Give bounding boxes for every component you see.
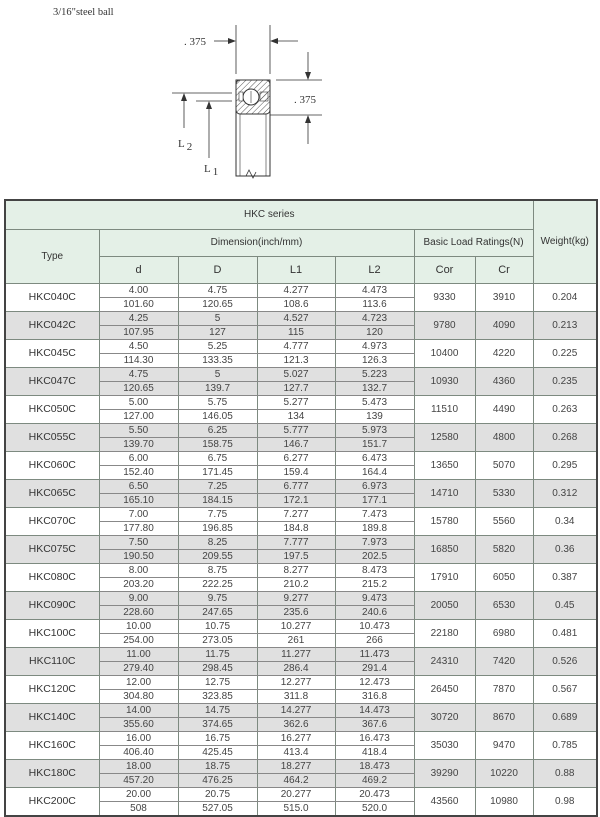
inch-L2-cell: 4.973 (335, 339, 414, 353)
type-cell: HKC080C (5, 563, 99, 591)
mm-L1-cell: 362.6 (257, 717, 335, 731)
mm-L1-cell: 184.8 (257, 521, 335, 535)
col-header-cr: Cr (475, 256, 533, 283)
inch-D-cell: 8.75 (178, 563, 257, 577)
cor-cell: 10930 (414, 367, 475, 395)
cor-cell: 13650 (414, 451, 475, 479)
inch-d-cell: 5.00 (99, 395, 178, 409)
width-dimension-label: . 375 (184, 36, 206, 48)
type-cell: HKC040C (5, 283, 99, 311)
weight-cell: 0.481 (533, 619, 597, 647)
weight-cell: 0.36 (533, 535, 597, 563)
mm-L2-cell: 367.6 (335, 717, 414, 731)
hkc-series-spec-table (4, 199, 598, 817)
mm-d-cell: 279.40 (99, 661, 178, 675)
inch-D-cell: 20.75 (178, 787, 257, 801)
table-row (5, 563, 597, 577)
weight-cell: 0.88 (533, 759, 597, 787)
inch-L1-cell: 5.277 (257, 395, 335, 409)
weight-cell: 0.567 (533, 675, 597, 703)
mm-L1-cell: 159.4 (257, 465, 335, 479)
mm-D-cell: 196.85 (178, 521, 257, 535)
mm-D-cell: 298.45 (178, 661, 257, 675)
mm-L2-cell: 126.3 (335, 353, 414, 367)
inch-L1-cell: 11.277 (257, 647, 335, 661)
inch-L1-cell: 9.277 (257, 591, 335, 605)
mm-L1-cell: 172.1 (257, 493, 335, 507)
cor-cell: 11510 (414, 395, 475, 423)
inch-d-cell: 8.00 (99, 563, 178, 577)
mm-d-cell: 254.00 (99, 633, 178, 647)
mm-L2-cell: 291.4 (335, 661, 414, 675)
mm-D-cell: 273.05 (178, 633, 257, 647)
steel-ball-caption: 3/16"steel ball (53, 7, 114, 18)
type-cell: HKC200C (5, 787, 99, 816)
weight-cell: 0.213 (533, 311, 597, 339)
mm-L1-cell: 311.8 (257, 689, 335, 703)
type-cell: HKC045C (5, 339, 99, 367)
mm-D-cell: 323.85 (178, 689, 257, 703)
mm-d-cell: 139.70 (99, 437, 178, 451)
inch-L1-cell: 14.277 (257, 703, 335, 717)
inch-D-cell: 7.25 (178, 479, 257, 493)
weight-cell: 0.689 (533, 703, 597, 731)
type-cell: HKC070C (5, 507, 99, 535)
mm-d-cell: 127.00 (99, 409, 178, 423)
weight-cell: 0.268 (533, 423, 597, 451)
mm-D-cell: 139.7 (178, 381, 257, 395)
cr-cell: 8670 (475, 703, 533, 731)
col-header-L1: L1 (257, 256, 335, 283)
inch-L2-cell: 9.473 (335, 591, 414, 605)
inch-L2-cell: 10.473 (335, 619, 414, 633)
inch-L2-cell: 8.473 (335, 563, 414, 577)
table-row (5, 479, 597, 493)
mm-d-cell: 107.95 (99, 325, 178, 339)
inch-L1-cell: 7.777 (257, 535, 335, 549)
cr-cell: 4800 (475, 423, 533, 451)
cr-cell: 10220 (475, 759, 533, 787)
inch-D-cell: 8.25 (178, 535, 257, 549)
inch-D-cell: 5.75 (178, 395, 257, 409)
inch-D-cell: 6.75 (178, 451, 257, 465)
cor-cell: 22180 (414, 619, 475, 647)
mm-L2-cell: 189.8 (335, 521, 414, 535)
table-row (5, 283, 597, 297)
mm-d-cell: 508 (99, 801, 178, 816)
inch-D-cell: 12.75 (178, 675, 257, 689)
mm-L1-cell: 197.5 (257, 549, 335, 563)
col-header-cor: Cor (414, 256, 475, 283)
table-row (5, 731, 597, 745)
mm-L1-cell: 515.0 (257, 801, 335, 816)
inch-d-cell: 16.00 (99, 731, 178, 745)
inch-L1-cell: 6.277 (257, 451, 335, 465)
cor-cell: 16850 (414, 535, 475, 563)
weight-cell: 0.45 (533, 591, 597, 619)
mm-D-cell: 247.65 (178, 605, 257, 619)
inch-d-cell: 4.25 (99, 311, 178, 325)
load-ratings-header: Basic Load Ratings(N) (414, 229, 533, 256)
mm-d-cell: 457.20 (99, 773, 178, 787)
mm-d-cell: 114.30 (99, 353, 178, 367)
series-title: HKC series (5, 200, 533, 229)
type-cell: HKC160C (5, 731, 99, 759)
mm-d-cell: 101.60 (99, 297, 178, 311)
cor-cell: 35030 (414, 731, 475, 759)
inch-d-cell: 7.50 (99, 535, 178, 549)
weight-cell: 0.312 (533, 479, 597, 507)
inch-d-cell: 4.75 (99, 367, 178, 381)
inch-L1-cell: 4.777 (257, 339, 335, 353)
inch-L1-cell: 5.027 (257, 367, 335, 381)
type-cell: HKC075C (5, 535, 99, 563)
mm-L1-cell: 146.7 (257, 437, 335, 451)
table-row (5, 787, 597, 801)
cr-cell: 4090 (475, 311, 533, 339)
table-row (5, 591, 597, 605)
inch-L2-cell: 5.473 (335, 395, 414, 409)
cr-cell: 5560 (475, 507, 533, 535)
mm-L2-cell: 266 (335, 633, 414, 647)
cor-cell: 9780 (414, 311, 475, 339)
table-row (5, 451, 597, 465)
col-header-d: d (99, 256, 178, 283)
cr-cell: 6050 (475, 563, 533, 591)
inch-L2-cell: 14.473 (335, 703, 414, 717)
inch-D-cell: 16.75 (178, 731, 257, 745)
table-row (5, 395, 597, 409)
cr-cell: 6980 (475, 619, 533, 647)
inch-L1-cell: 18.277 (257, 759, 335, 773)
cor-cell: 10400 (414, 339, 475, 367)
cor-cell: 24310 (414, 647, 475, 675)
mm-L2-cell: 151.7 (335, 437, 414, 451)
mm-d-cell: 203.20 (99, 577, 178, 591)
inch-L1-cell: 12.277 (257, 675, 335, 689)
inch-L2-cell: 7.473 (335, 507, 414, 521)
mm-L1-cell: 464.2 (257, 773, 335, 787)
mm-D-cell: 222.25 (178, 577, 257, 591)
inch-L2-cell: 12.473 (335, 675, 414, 689)
inch-d-cell: 6.00 (99, 451, 178, 465)
mm-d-cell: 355.60 (99, 717, 178, 731)
weight-cell: 0.98 (533, 787, 597, 816)
table-row (5, 675, 597, 689)
inch-L1-cell: 16.277 (257, 731, 335, 745)
weight-header: Weight(kg) (533, 200, 597, 283)
mm-d-cell: 120.65 (99, 381, 178, 395)
mm-d-cell: 406.40 (99, 745, 178, 759)
table-row (5, 703, 597, 717)
mm-L2-cell: 520.0 (335, 801, 414, 816)
inch-d-cell: 11.00 (99, 647, 178, 661)
inch-L2-cell: 5.223 (335, 367, 414, 381)
mm-D-cell: 133.35 (178, 353, 257, 367)
mm-L2-cell: 113.6 (335, 297, 414, 311)
inch-L1-cell: 5.777 (257, 423, 335, 437)
weight-cell: 0.295 (533, 451, 597, 479)
mm-D-cell: 184.15 (178, 493, 257, 507)
table-row (5, 647, 597, 661)
cor-cell: 15780 (414, 507, 475, 535)
type-cell: HKC140C (5, 703, 99, 731)
inch-L1-cell: 6.777 (257, 479, 335, 493)
type-cell: HKC042C (5, 311, 99, 339)
col-header-D: D (178, 256, 257, 283)
cr-cell: 4490 (475, 395, 533, 423)
cor-cell: 30720 (414, 703, 475, 731)
col-header-L2: L2 (335, 256, 414, 283)
mm-D-cell: 425.45 (178, 745, 257, 759)
inch-d-cell: 9.00 (99, 591, 178, 605)
inch-d-cell: 10.00 (99, 619, 178, 633)
inch-L2-cell: 4.723 (335, 311, 414, 325)
inch-L2-cell: 5.973 (335, 423, 414, 437)
cor-cell: 39290 (414, 759, 475, 787)
inch-L2-cell: 18.473 (335, 759, 414, 773)
inch-d-cell: 4.00 (99, 283, 178, 297)
cor-cell: 9330 (414, 283, 475, 311)
weight-cell: 0.225 (533, 339, 597, 367)
inch-L1-cell: 4.527 (257, 311, 335, 325)
table-row (5, 367, 597, 381)
inch-L2-cell: 4.473 (335, 283, 414, 297)
mm-L2-cell: 469.2 (335, 773, 414, 787)
inch-D-cell: 11.75 (178, 647, 257, 661)
mm-D-cell: 374.65 (178, 717, 257, 731)
inch-L1-cell: 4.277 (257, 283, 335, 297)
type-cell: HKC055C (5, 423, 99, 451)
inch-d-cell: 5.50 (99, 423, 178, 437)
table-row (5, 759, 597, 773)
cr-cell: 4360 (475, 367, 533, 395)
inch-L2-cell: 11.473 (335, 647, 414, 661)
type-cell: HKC060C (5, 451, 99, 479)
type-cell: HKC180C (5, 759, 99, 787)
table-row (5, 423, 597, 437)
weight-cell: 0.387 (533, 563, 597, 591)
mm-L2-cell: 215.2 (335, 577, 414, 591)
cr-cell: 5070 (475, 451, 533, 479)
weight-cell: 0.204 (533, 283, 597, 311)
inch-D-cell: 9.75 (178, 591, 257, 605)
table-row (5, 535, 597, 549)
l2-label: L 2 (178, 138, 193, 153)
inch-L2-cell: 7.973 (335, 535, 414, 549)
mm-D-cell: 127 (178, 325, 257, 339)
mm-d-cell: 190.50 (99, 549, 178, 563)
mm-D-cell: 158.75 (178, 437, 257, 451)
mm-L2-cell: 418.4 (335, 745, 414, 759)
mm-L1-cell: 286.4 (257, 661, 335, 675)
mm-L2-cell: 177.1 (335, 493, 414, 507)
mm-L2-cell: 139 (335, 409, 414, 423)
mm-L1-cell: 108.6 (257, 297, 335, 311)
cr-cell: 7870 (475, 675, 533, 703)
inch-d-cell: 14.00 (99, 703, 178, 717)
mm-d-cell: 152.40 (99, 465, 178, 479)
mm-L1-cell: 413.4 (257, 745, 335, 759)
mm-D-cell: 120.65 (178, 297, 257, 311)
mm-D-cell: 476.25 (178, 773, 257, 787)
cr-cell: 7420 (475, 647, 533, 675)
table-row (5, 339, 597, 353)
mm-L1-cell: 210.2 (257, 577, 335, 591)
cr-cell: 6530 (475, 591, 533, 619)
inch-D-cell: 6.25 (178, 423, 257, 437)
inch-D-cell: 14.75 (178, 703, 257, 717)
type-cell: HKC065C (5, 479, 99, 507)
mm-L2-cell: 164.4 (335, 465, 414, 479)
l1-label: L 1 (204, 163, 219, 178)
inch-D-cell: 5 (178, 311, 257, 325)
inch-D-cell: 4.75 (178, 283, 257, 297)
mm-L2-cell: 120 (335, 325, 414, 339)
inch-d-cell: 12.00 (99, 675, 178, 689)
mm-L1-cell: 134 (257, 409, 335, 423)
mm-L2-cell: 202.5 (335, 549, 414, 563)
table-row (5, 311, 597, 325)
table-row (5, 619, 597, 633)
inch-d-cell: 7.00 (99, 507, 178, 521)
inch-D-cell: 7.75 (178, 507, 257, 521)
height-dimension-label: . 375 (294, 94, 316, 106)
table-row (5, 507, 597, 521)
inch-L2-cell: 6.473 (335, 451, 414, 465)
inch-D-cell: 5.25 (178, 339, 257, 353)
cor-cell: 26450 (414, 675, 475, 703)
mm-L1-cell: 121.3 (257, 353, 335, 367)
type-cell: HKC090C (5, 591, 99, 619)
inch-L1-cell: 10.277 (257, 619, 335, 633)
cor-cell: 12580 (414, 423, 475, 451)
weight-cell: 0.34 (533, 507, 597, 535)
mm-L2-cell: 132.7 (335, 381, 414, 395)
mm-d-cell: 165.10 (99, 493, 178, 507)
mm-D-cell: 171.45 (178, 465, 257, 479)
weight-cell: 0.785 (533, 731, 597, 759)
inch-L2-cell: 20.473 (335, 787, 414, 801)
type-cell: HKC050C (5, 395, 99, 423)
mm-D-cell: 146.05 (178, 409, 257, 423)
mm-d-cell: 304.80 (99, 689, 178, 703)
cr-cell: 10980 (475, 787, 533, 816)
inch-D-cell: 5 (178, 367, 257, 381)
inch-d-cell: 18.00 (99, 759, 178, 773)
inch-d-cell: 6.50 (99, 479, 178, 493)
cr-cell: 9470 (475, 731, 533, 759)
mm-D-cell: 209.55 (178, 549, 257, 563)
type-cell: HKC110C (5, 647, 99, 675)
mm-d-cell: 228.60 (99, 605, 178, 619)
cor-cell: 14710 (414, 479, 475, 507)
mm-L1-cell: 127.7 (257, 381, 335, 395)
type-cell: HKC047C (5, 367, 99, 395)
mm-L2-cell: 240.6 (335, 605, 414, 619)
type-cell: HKC100C (5, 619, 99, 647)
inch-L2-cell: 16.473 (335, 731, 414, 745)
mm-D-cell: 527.05 (178, 801, 257, 816)
weight-cell: 0.526 (533, 647, 597, 675)
inch-d-cell: 20.00 (99, 787, 178, 801)
weight-cell: 0.263 (533, 395, 597, 423)
cor-cell: 17910 (414, 563, 475, 591)
cr-cell: 5820 (475, 535, 533, 563)
type-header: Type (5, 229, 99, 283)
cor-cell: 20050 (414, 591, 475, 619)
inch-D-cell: 10.75 (178, 619, 257, 633)
mm-L1-cell: 261 (257, 633, 335, 647)
weight-cell: 0.235 (533, 367, 597, 395)
cr-cell: 3910 (475, 283, 533, 311)
inch-D-cell: 18.75 (178, 759, 257, 773)
inch-L2-cell: 6.973 (335, 479, 414, 493)
type-cell: HKC120C (5, 675, 99, 703)
cr-cell: 5330 (475, 479, 533, 507)
bearing-cross-section-diagram (170, 20, 330, 180)
inch-d-cell: 4.50 (99, 339, 178, 353)
mm-L1-cell: 115 (257, 325, 335, 339)
inch-L1-cell: 8.277 (257, 563, 335, 577)
inch-L1-cell: 7.277 (257, 507, 335, 521)
inch-L1-cell: 20.277 (257, 787, 335, 801)
cor-cell: 43560 (414, 787, 475, 816)
dimension-header: Dimension(inch/mm) (99, 229, 414, 256)
mm-L2-cell: 316.8 (335, 689, 414, 703)
mm-d-cell: 177.80 (99, 521, 178, 535)
mm-L1-cell: 235.6 (257, 605, 335, 619)
cr-cell: 4220 (475, 339, 533, 367)
